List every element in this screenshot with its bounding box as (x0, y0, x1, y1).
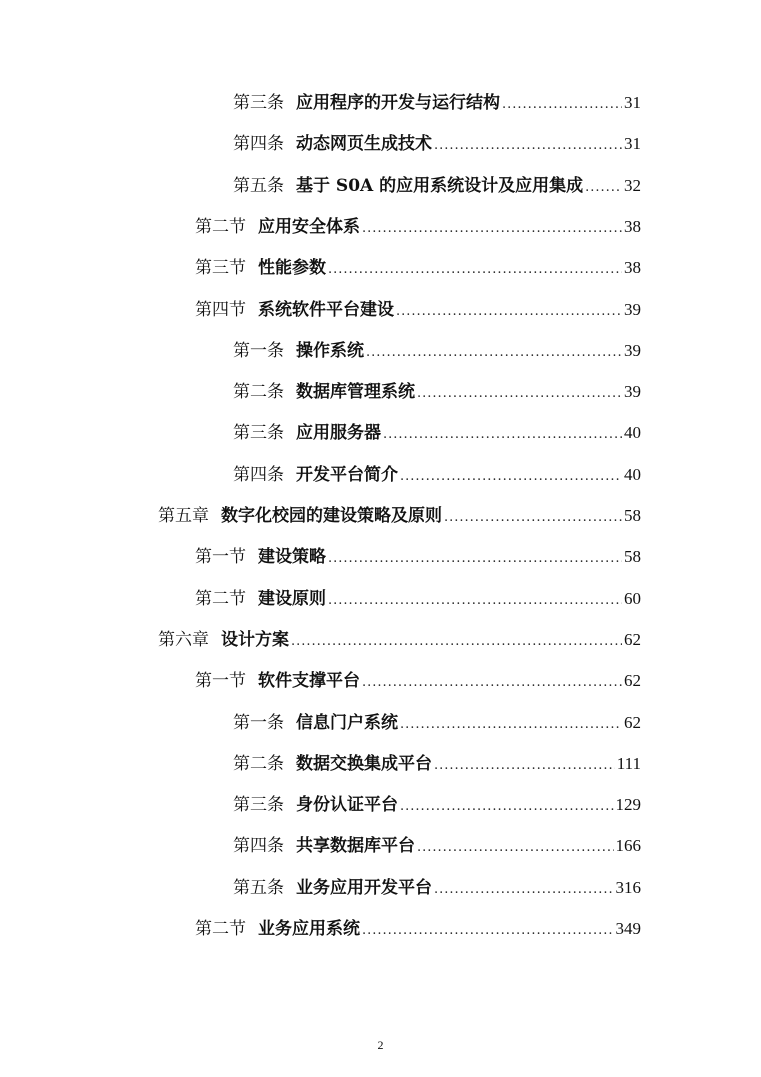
toc-entry[interactable] (233, 379, 641, 405)
toc-dot-leader (396, 299, 622, 325)
toc-entry-number: 第六章 (158, 630, 209, 650)
toc-entry-number: 第二条 (233, 754, 284, 774)
toc-dot-leader (434, 877, 614, 903)
toc-entry[interactable] (233, 792, 641, 818)
toc-entry[interactable] (233, 90, 641, 116)
toc-entry[interactable] (233, 420, 641, 446)
toc-entry-page: 32 (624, 176, 641, 195)
toc-entry-title: 动态网页生成技术 (296, 134, 432, 154)
toc-entry-title: 信息门户系统 (296, 713, 398, 733)
toc-entry[interactable] (233, 833, 641, 859)
toc-entry[interactable] (195, 544, 641, 570)
toc-entry-number: 第四条 (233, 134, 284, 154)
toc-entry-title: 设计方案 (221, 630, 289, 650)
toc-dot-leader (328, 546, 622, 572)
toc-dot-leader (417, 835, 614, 861)
toc-entry[interactable] (195, 255, 641, 281)
toc-entry-title: 业务应用系统 (258, 919, 360, 939)
toc-entry-number: 第五条 (233, 176, 284, 196)
toc-entry-number: 第四条 (233, 836, 284, 856)
toc-entry-title: 数据交换集成平台 (296, 754, 432, 774)
toc-dot-leader (400, 794, 614, 820)
toc-entry-number: 第五章 (158, 506, 209, 526)
toc-entry-page: 40 (624, 465, 641, 484)
toc-entry-number: 第四节 (195, 300, 246, 320)
page-number: 2 (377, 1038, 384, 1052)
toc-entry-title: 应用程序的开发与运行结构 (296, 93, 500, 113)
toc-entry-number: 第五条 (233, 878, 284, 898)
toc-entry[interactable] (195, 586, 641, 612)
toc-dot-leader (328, 257, 622, 283)
toc-entry-number: 第一条 (233, 341, 284, 361)
toc-entry-title: 建设原则 (258, 589, 326, 609)
toc-entry-page: 38 (624, 258, 641, 277)
toc-entry-page: 62 (624, 671, 641, 690)
toc-entry-page: 31 (624, 93, 641, 112)
toc-dot-leader (291, 629, 622, 655)
toc-entry-page: 62 (624, 713, 641, 732)
toc-dot-leader (585, 175, 622, 201)
toc-entry-title: 应用服务器 (296, 423, 381, 443)
toc-dot-leader (362, 670, 622, 696)
toc-dot-leader (400, 464, 622, 490)
toc-entry-title: 业务应用开发平台 (296, 878, 432, 898)
toc-dot-leader (434, 133, 622, 159)
toc-entry-page: 166 (615, 836, 641, 855)
toc-entry-page: 58 (624, 506, 641, 525)
toc-entry-page: 58 (624, 547, 641, 566)
toc-dot-leader (362, 918, 614, 944)
toc-entry-title: 系统软件平台建设 (258, 300, 394, 320)
toc-entry[interactable] (233, 751, 641, 777)
toc-entry-title: 应用安全体系 (258, 217, 360, 237)
toc-entry-number: 第二条 (233, 382, 284, 402)
toc-entry-title: 性能参数 (258, 258, 326, 278)
toc-dot-leader (444, 505, 622, 531)
toc-entry-page: 39 (624, 382, 641, 401)
toc-entry-number: 第三条 (233, 423, 284, 443)
toc-entry-number: 第一条 (233, 713, 284, 733)
toc-entry-title: 开发平台简介 (296, 465, 398, 485)
toc-entry-page: 62 (624, 630, 641, 649)
toc-entry[interactable] (233, 875, 641, 901)
toc-entry-page: 39 (624, 341, 641, 360)
toc-dot-leader (328, 588, 622, 614)
toc-entry-page: 316 (615, 878, 641, 897)
toc-entry[interactable] (158, 627, 641, 653)
toc-entry[interactable] (195, 916, 641, 942)
toc-entry-page: 129 (615, 795, 641, 814)
toc-dot-leader (434, 753, 615, 779)
toc-entry[interactable] (195, 214, 641, 240)
toc-entry-number: 第三条 (233, 93, 284, 113)
toc-entry-page: 40 (624, 423, 641, 442)
toc-dot-leader (383, 422, 622, 448)
toc-entry[interactable] (158, 503, 641, 529)
toc-entry-number: 第二节 (195, 919, 246, 939)
toc-entry[interactable] (233, 462, 641, 488)
toc-entry-title: 基于 S0A 的应用系统设计及应用集成 (296, 176, 584, 196)
toc-dot-leader (362, 216, 622, 242)
toc-entry-page: 38 (624, 217, 641, 236)
toc-dot-leader (400, 712, 622, 738)
toc-entry[interactable] (195, 668, 641, 694)
toc-entry-title: 操作系统 (296, 341, 364, 361)
toc-entry-number: 第四条 (233, 465, 284, 485)
toc-entry-title: 建设策略 (258, 547, 326, 567)
toc-entry-title: 软件支撑平台 (258, 671, 360, 691)
toc-entry-number: 第三条 (233, 795, 284, 815)
toc-entry-number: 第一节 (195, 547, 246, 567)
toc-entry-page: 39 (624, 300, 641, 319)
toc-entry[interactable] (195, 297, 641, 323)
toc-dot-leader (502, 92, 622, 118)
toc-entry-title: 数据库管理系统 (296, 382, 415, 402)
toc-entry-title: 身份认证平台 (296, 795, 398, 815)
toc-dot-leader (417, 381, 622, 407)
toc-dot-leader (366, 340, 622, 366)
toc-entry[interactable] (233, 338, 641, 364)
toc-entry[interactable] (233, 131, 641, 157)
toc-entry-title: 数字化校园的建设策略及原则 (221, 506, 442, 526)
toc-entry-number: 第一节 (195, 671, 246, 691)
toc-entry[interactable] (233, 710, 641, 736)
toc-entry-page: 349 (615, 919, 641, 938)
toc-entry[interactable] (233, 173, 641, 199)
toc-entry-number: 第三节 (195, 258, 246, 278)
toc-entry-page: 60 (624, 589, 641, 608)
toc-entry-page: 111 (616, 754, 641, 773)
toc-entry-number: 第二节 (195, 217, 246, 237)
toc-entry-page: 31 (624, 134, 641, 153)
toc-entry-number: 第二节 (195, 589, 246, 609)
toc-entry-title: 共享数据库平台 (296, 836, 415, 856)
